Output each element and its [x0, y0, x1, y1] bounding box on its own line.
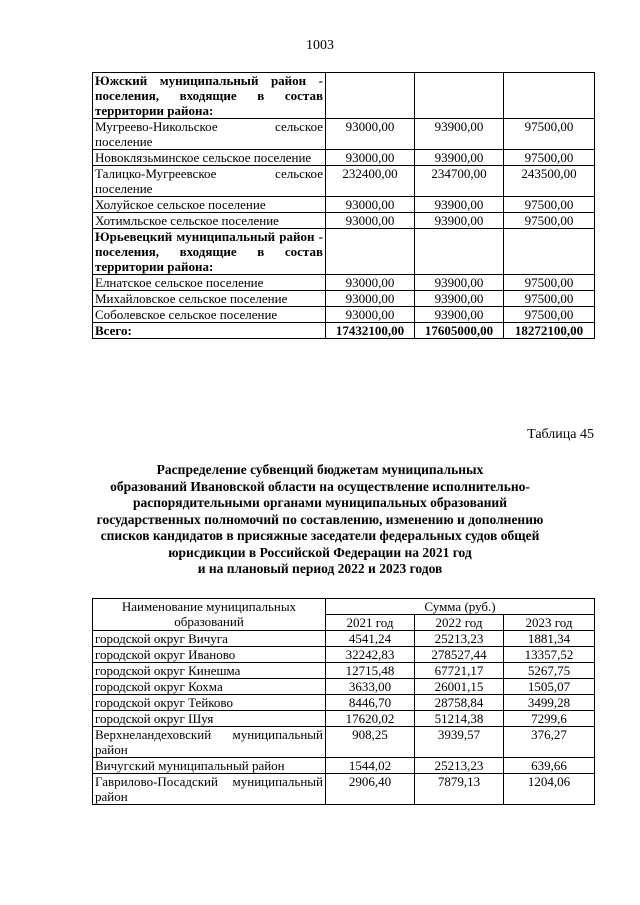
value-2021-cell — [326, 73, 415, 119]
heading-line: Распределение субвенций бюджетам муниципальных — [156, 462, 484, 477]
value-2022-cell: 93900,00 — [415, 150, 504, 166]
header-row — [93, 599, 595, 615]
row-name-cell: городской округ Иваново — [93, 647, 326, 663]
row-name-cell: городской округ Кинешма — [93, 663, 326, 679]
value-2023-cell: 243500,00 — [504, 166, 595, 197]
value-2021-cell: 93000,00 — [326, 213, 415, 229]
value-2022-cell: 26001,15 — [415, 679, 504, 695]
table-row — [93, 663, 595, 679]
header-year-2023: 2023 год — [504, 615, 595, 631]
value-2023-cell: 1505,07 — [504, 679, 595, 695]
value-2023-cell: 18272100,00 — [504, 323, 595, 339]
table-row — [93, 631, 595, 647]
row-name-cell: Хотимльское сельское поселение — [93, 213, 326, 229]
value-2022-cell: 93900,00 — [415, 291, 504, 307]
value-2023-cell: 1881,34 — [504, 631, 595, 647]
value-2021-cell: 12715,48 — [326, 663, 415, 679]
heading-line: распорядительными органами муниципальных образований — [133, 495, 507, 510]
row-name-cell: Холуйское сельское поселение — [93, 197, 326, 213]
value-2022-cell: 3939,57 — [415, 727, 504, 758]
value-2023-cell: 376,27 — [504, 727, 595, 758]
subsidy-table-continued — [92, 72, 595, 339]
page-number: 1003 — [306, 38, 334, 53]
value-2021-cell: 93000,00 — [326, 119, 415, 150]
table-row — [93, 323, 595, 339]
row-name-cell: Вичугский муниципальный район — [93, 758, 326, 774]
jury-table-body — [93, 631, 595, 805]
subsidy-table-body — [93, 73, 595, 339]
value-2023-cell: 97500,00 — [504, 197, 595, 213]
row-name-cell: Юрьевецкий муниципальный район - поселения, входящие в состав территории района: — [93, 229, 326, 275]
row-name-cell: Соболевское сельское поселение — [93, 307, 326, 323]
table-row — [93, 119, 595, 150]
header-year-2022: 2022 год — [415, 615, 504, 631]
table-row — [93, 166, 595, 197]
value-2023-cell: 5267,75 — [504, 663, 595, 679]
value-2023-cell: 97500,00 — [504, 275, 595, 291]
value-2021-cell: 4541,24 — [326, 631, 415, 647]
value-2022-cell — [415, 229, 504, 275]
row-name-cell: городской округ Вичуга — [93, 631, 326, 647]
heading-line: юрисдикции в Российской Федерации на 2021 год — [168, 544, 472, 560]
value-2022-cell — [415, 73, 504, 119]
table-row — [93, 229, 595, 275]
header-name-column: Наименование муниципальных образований — [93, 599, 326, 631]
value-2022-cell: 278527,44 — [415, 647, 504, 663]
value-2022-cell: 25213,23 — [415, 631, 504, 647]
header-sum-column: Сумма (руб.) — [326, 599, 595, 615]
value-2021-cell: 32242,83 — [326, 647, 415, 663]
value-2022-cell: 93900,00 — [415, 119, 504, 150]
row-name-cell: городской округ Шуя — [93, 711, 326, 727]
value-2021-cell: 17432100,00 — [326, 323, 415, 339]
value-2023-cell: 97500,00 — [504, 119, 595, 150]
value-2021-cell: 17620,02 — [326, 711, 415, 727]
value-2022-cell: 93900,00 — [415, 213, 504, 229]
value-2021-cell: 908,25 — [326, 727, 415, 758]
row-name-cell: городской округ Тейково — [93, 695, 326, 711]
heading-line: и на плановый период 2022 и 2023 годов — [197, 561, 443, 576]
row-name-cell: городской округ Кохма — [93, 679, 326, 695]
value-2023-cell: 13357,52 — [504, 647, 595, 663]
value-2021-cell — [326, 229, 415, 275]
value-2021-cell: 93000,00 — [326, 197, 415, 213]
value-2023-cell: 1204,06 — [504, 774, 595, 805]
table-row — [93, 679, 595, 695]
value-2023-cell: 97500,00 — [504, 307, 595, 323]
table-row — [93, 774, 595, 805]
table-header — [93, 599, 595, 631]
heading-line: государственных полномочий по составлению, изменению и дополнению — [96, 511, 544, 527]
value-2022-cell: 234700,00 — [415, 166, 504, 197]
table-row — [93, 307, 595, 323]
table-row — [93, 213, 595, 229]
value-2022-cell: 93900,00 — [415, 197, 504, 213]
row-name-cell: Верхнеландеховский муниципальный район — [93, 727, 326, 758]
table-row — [93, 711, 595, 727]
table-row — [93, 150, 595, 166]
value-2023-cell: 97500,00 — [504, 291, 595, 307]
table-heading — [72, 462, 568, 578]
value-2022-cell: 93900,00 — [415, 275, 504, 291]
header-year-2021: 2021 год — [326, 615, 415, 631]
heading-line: образований Ивановской области на осуществление исполнительно- — [110, 478, 530, 494]
value-2022-cell: 7879,13 — [415, 774, 504, 805]
table-row — [93, 758, 595, 774]
row-name-cell: Мугреево-Никольское сельское поселение — [93, 119, 326, 150]
table-row — [93, 647, 595, 663]
value-2021-cell: 93000,00 — [326, 150, 415, 166]
value-2023-cell: 3499,28 — [504, 695, 595, 711]
table-row — [93, 197, 595, 213]
table-label: Таблица 45 — [527, 427, 594, 442]
row-name-cell: Южский муниципальный район - поселения, входящие в состав территории района: — [93, 73, 326, 119]
row-name-cell: Новоклязьминское сельское поселение — [93, 150, 326, 166]
row-name-cell: Михайловское сельское поселение — [93, 291, 326, 307]
table-row — [93, 695, 595, 711]
value-2023-cell: 97500,00 — [504, 213, 595, 229]
value-2021-cell: 8446,70 — [326, 695, 415, 711]
table-row — [93, 291, 595, 307]
value-2021-cell: 93000,00 — [326, 291, 415, 307]
row-name-cell: Гаврилово-Посадский муниципальный район — [93, 774, 326, 805]
value-2023-cell: 97500,00 — [504, 150, 595, 166]
value-2023-cell — [504, 73, 595, 119]
table-row — [93, 73, 595, 119]
value-2022-cell: 51214,38 — [415, 711, 504, 727]
value-2021-cell: 93000,00 — [326, 275, 415, 291]
value-2023-cell — [504, 229, 595, 275]
value-2023-cell: 7299,6 — [504, 711, 595, 727]
value-2021-cell: 93000,00 — [326, 307, 415, 323]
table-row — [93, 275, 595, 291]
value-2022-cell: 28758,84 — [415, 695, 504, 711]
value-2023-cell: 639,66 — [504, 758, 595, 774]
row-name-cell: Всего: — [93, 323, 326, 339]
jury-subsidy-table — [92, 598, 595, 805]
value-2022-cell: 17605000,00 — [415, 323, 504, 339]
row-name-cell: Талицко-Мугреевское сельское поселение — [93, 166, 326, 197]
table-row — [93, 727, 595, 758]
value-2021-cell: 1544,02 — [326, 758, 415, 774]
value-2021-cell: 232400,00 — [326, 166, 415, 197]
row-name-cell: Елнатское сельское поселение — [93, 275, 326, 291]
heading-line: списков кандидатов в присяжные заседатели федеральных судов общей — [100, 528, 540, 543]
value-2021-cell: 3633,00 — [326, 679, 415, 695]
value-2022-cell: 25213,23 — [415, 758, 504, 774]
value-2022-cell: 93900,00 — [415, 307, 504, 323]
value-2021-cell: 2906,40 — [326, 774, 415, 805]
value-2022-cell: 67721,17 — [415, 663, 504, 679]
